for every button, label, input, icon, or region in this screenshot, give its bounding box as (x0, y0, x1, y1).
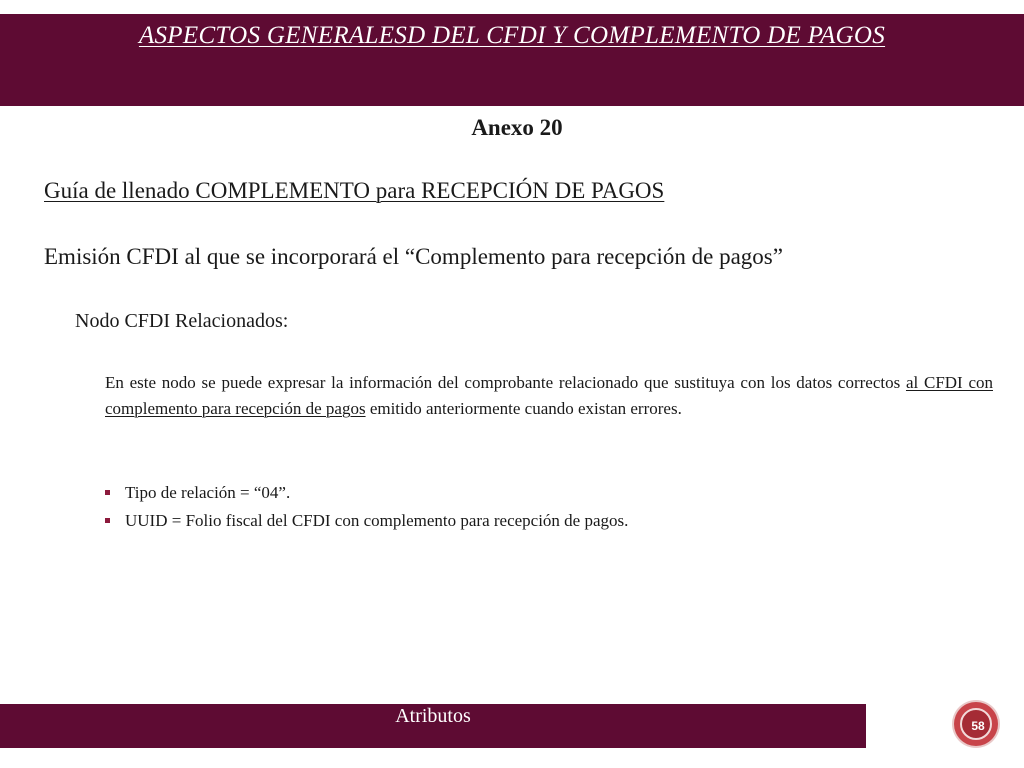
annex-title: Anexo 20 (471, 115, 563, 140)
list-item (105, 480, 628, 508)
footer-label: Atributos (395, 705, 471, 727)
page-number: 58 (971, 719, 985, 733)
paragraph-text-end: emitido anteriormente cuando existan errores. (365, 399, 682, 418)
list-item (105, 508, 628, 536)
attribute-list (105, 480, 628, 536)
paragraph-text-start: En este nodo se puede expresar la información del comprobante relacionado que sustituya con los datos correctos (105, 373, 906, 392)
node-description (105, 370, 993, 422)
square-bullet-icon (105, 518, 110, 523)
list-item-text: UUID = Folio fiscal del CFDI con complemento para recepción de pagos. (125, 511, 629, 530)
guide-title: Guía de llenado COMPLEMENTO para RECEPCIÓN DE PAGOS (44, 178, 665, 203)
emission-line: Emisión CFDI al que se incorporará el “Complemento para recepción de pagos” (44, 244, 783, 269)
page-number-badge (954, 702, 998, 746)
square-bullet-icon (105, 490, 110, 495)
page-number-ring (960, 708, 992, 740)
slide-title: ASPECTOS GENERALESD DEL CFDI Y COMPLEMENTO DE PAGOS (138, 22, 886, 49)
list-item-text: Tipo de relación = “04”. (125, 483, 291, 502)
paragraph-underlined-text: al CFDI con complemento para recepción de pagos (105, 373, 993, 418)
node-heading: Nodo CFDI Relacionados: (75, 310, 289, 332)
